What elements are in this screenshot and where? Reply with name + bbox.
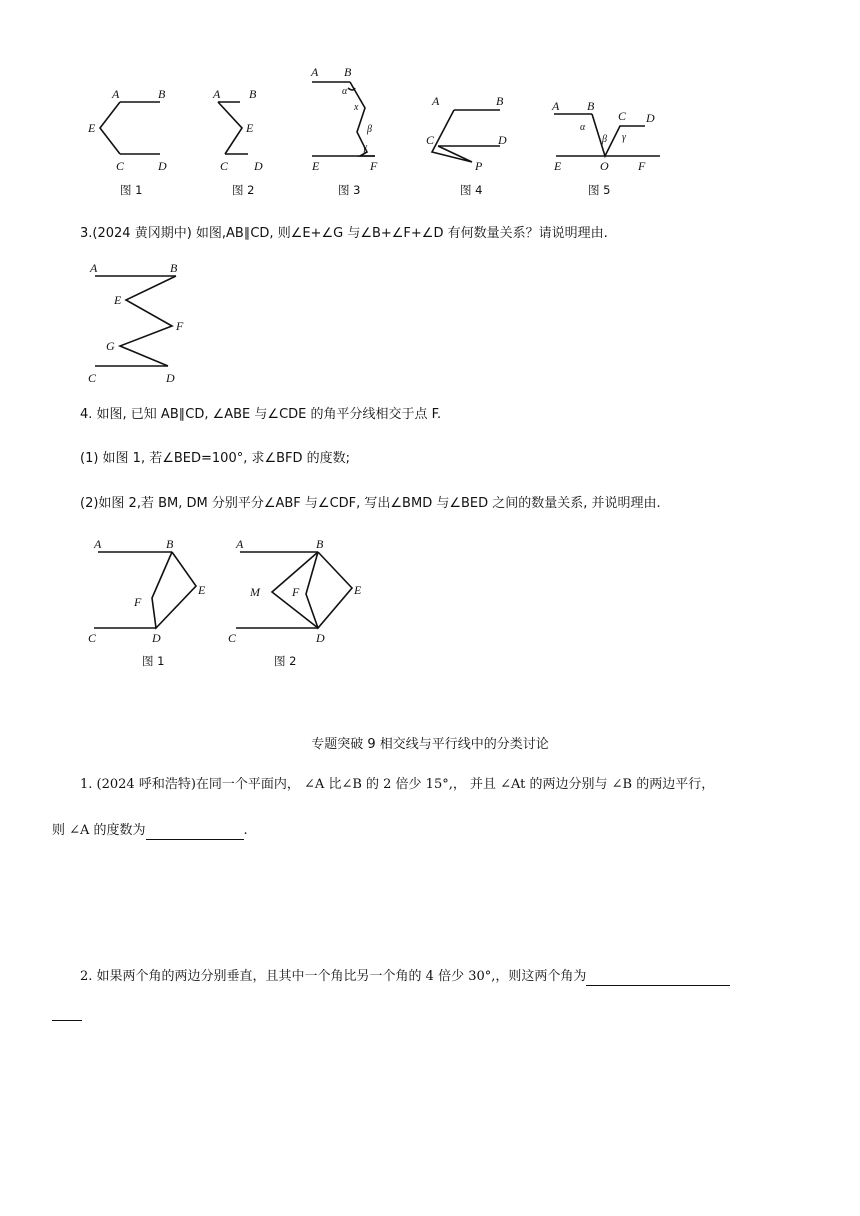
q4f1-label-f: F (134, 595, 142, 609)
fig4-caption: 图 4 (460, 183, 483, 197)
q4f1-label-a: A (94, 537, 102, 551)
q4f2-label-c: C (228, 631, 237, 645)
question-4-figure-1 (80, 536, 220, 672)
q4f2-label-a: A (236, 537, 244, 551)
section-question-1-prompt: 则 ∠A 的度数为 (52, 823, 146, 838)
question-3-figure (80, 258, 210, 388)
figure-4 (426, 94, 507, 197)
figure-5 (551, 99, 660, 197)
fig5-label-d: D (646, 111, 655, 125)
q4f1-caption: 图 1 (142, 654, 165, 668)
figure-3 (310, 65, 378, 197)
fig2-caption: 图 2 (232, 183, 255, 197)
fig1-label-a: A (112, 87, 120, 101)
q4f1-label-b: B (166, 537, 174, 551)
fig2-label-a: A (213, 87, 221, 101)
q4f1-label-d: D (152, 631, 161, 645)
fig3-label-x: x (354, 102, 359, 113)
section-question-1-line-1: 1. (2024 呼和浩特)在同一个平面内， ∠A 比∠B 的 2 倍少 15°,， 并且 ∠At 的两边分别与 ∠B 的两边平行， (80, 777, 715, 792)
fig4-label-p: P (475, 159, 483, 173)
q3-label-c: C (88, 371, 97, 385)
fig1-caption: 图 1 (120, 183, 143, 197)
fig2-label-d: D (254, 159, 263, 173)
fig5-label-a: A (552, 99, 560, 113)
fig5-label-b: B (587, 99, 595, 113)
fig4-label-d: D (498, 133, 507, 147)
q3-label-e: E (114, 293, 122, 307)
q4f2-label-d: D (316, 631, 325, 645)
section-question-2-line-1 (80, 968, 730, 986)
fig3-label-f: F (370, 159, 378, 173)
q4f2-label-b: B (316, 537, 324, 551)
fig1-label-e: E (88, 121, 96, 135)
question-4-part-2: (2)如图 2,若 BM, DM 分别平分∠ABF 与∠CDF, 写出∠BMD 与∠BED 之间的数量关系, 并说明理由. (80, 496, 661, 511)
fig3-label-beta: β (367, 124, 372, 135)
answer-blank-2-continuation[interactable] (52, 1006, 82, 1021)
fig3-label-b: B (344, 65, 352, 79)
q4f2-caption: 图 2 (274, 654, 297, 668)
q3-label-g: G (106, 339, 115, 353)
fig3-label-gamma: γ (363, 142, 367, 153)
section-question-1-period: . (243, 823, 248, 838)
q4f2-label-e: E (354, 583, 362, 597)
fig3-label-a: A (311, 65, 319, 79)
q3-label-a: A (90, 261, 98, 275)
fig5-label-f: F (638, 159, 646, 173)
figure-row (80, 60, 680, 200)
fig5-label-e: E (554, 159, 562, 173)
q4f1-label-e: E (198, 583, 206, 597)
fig5-label-gamma: γ (622, 132, 626, 143)
question-4-figure-2 (226, 536, 386, 672)
fig1-label-b: B (158, 87, 166, 101)
question-4-part-1: (1) 如图 1, 若∠BED=100°, 求∠BFD 的度数; (80, 451, 351, 466)
fig4-label-b: B (496, 94, 504, 108)
fig4-label-c: C (426, 133, 435, 147)
section-question-1-line-2 (52, 822, 248, 840)
q4f2-label-f: F (292, 585, 300, 599)
fig5-label-beta: β (602, 134, 607, 145)
figure-2 (212, 87, 263, 197)
fig1-label-d: D (158, 159, 167, 173)
fig5-label-c: C (618, 109, 627, 123)
q3-label-f: F (176, 319, 184, 333)
fig5-label-o: O (600, 159, 609, 173)
fig3-label-alpha: α (342, 86, 348, 97)
fig2-label-b: B (249, 87, 257, 101)
section-title: 专题突破 9 相交线与平行线中的分类讨论 (311, 737, 549, 752)
fig5-caption: 图 5 (588, 183, 611, 197)
question-3-text: 3.(2024 黄冈期中) 如图,AB∥CD, 则∠E+∠G 与∠B+∠F+∠D 有何数量关系？请说明理由. (80, 226, 608, 241)
figure-1 (87, 87, 167, 197)
fig2-label-e: E (246, 121, 254, 135)
q4f2-label-m: M (250, 585, 260, 599)
fig5-label-alpha: α (580, 122, 586, 133)
answer-blank-2[interactable] (586, 971, 730, 986)
section-question-2-text: 2. 如果两个角的两边分别垂直，且其中一个角比另一个角的 4 倍少 30°,，则这两个角为 (80, 969, 587, 984)
q4f1-label-c: C (88, 631, 97, 645)
answer-blank-1[interactable] (146, 825, 244, 840)
fig2-label-c: C (220, 159, 229, 173)
fig1-label-c: C (116, 159, 125, 173)
q3-label-b: B (170, 261, 178, 275)
fig3-label-e: E (312, 159, 320, 173)
fig4-label-a: A (432, 94, 440, 108)
q3-label-d: D (166, 371, 175, 385)
question-4-text: 4. 如图, 已知 AB∥CD, ∠ABE 与∠CDE 的角平分线相交于点 F. (80, 407, 442, 422)
fig3-caption: 图 3 (338, 183, 361, 197)
